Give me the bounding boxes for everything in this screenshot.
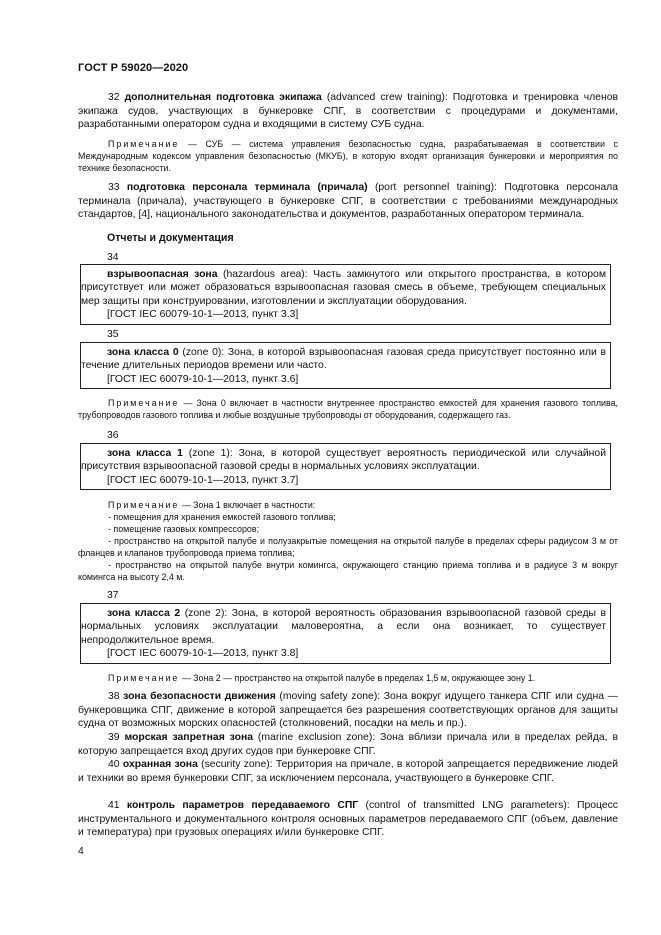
note-text: — СУБ — система управления безопасностью судна, разрабатываемая в соответствии с Международным кодексом управления безопасностью (МКУБ), в которую входят организация бункеровки и мероприятия по технике безопасности. [78,139,618,173]
term-definition: (port personnel training): Подготовка персонала терминала (причала), участвующего в бункеровке СПГ, в соответствии с требованиями международных стандартов, [4], национального законодательства и документов, разработанных оператором терминала. [78,182,619,221]
term-39 [78,731,618,758]
document-header: ГОСТ Р 59020—2020 [78,62,189,74]
note-text: — Зона 2 — пространство на открытой палубе в пределах 1,5 м, окружающее зону 1. [179,673,536,683]
term-35 [81,346,610,373]
term-reference: [ГОСТ IEC 60079-10-1—2013, пункт 3.8] [107,648,299,660]
term-40 [78,758,618,785]
note-37 [78,672,618,684]
term-name: контроль параметров передаваемого СПГ [126,800,359,811]
term-definition: (moving safety zone): Зона вокруг идущего танкера СПГ или судна — бункеровщика СПГ, движение в которой запрещается без разрешения соответствующих органов для защиты судна от возможных морских опасностей (столкновений, посадки на мель и пр.). [78,691,618,730]
term-34 [81,268,610,308]
term-name: зона класса 1 [107,448,183,459]
section-title: Отчеты и документация [107,232,234,244]
term-number-34: 34 [107,252,119,263]
term-32 [78,91,618,132]
term-33 [78,181,618,222]
note-label: Примечание [108,673,180,683]
term-37 [81,607,610,647]
term-number: 39 [108,732,120,743]
note-text: — Зона 1 включает в частности: [179,500,316,510]
term-name: зона класса 2 [107,608,181,619]
note-label: Примечание [108,500,180,510]
term-41 [78,799,618,840]
term-number: 32 [108,92,120,103]
term-definition: (marine exclusion zone): Зона вблизи причала или в пределах рейда, в которую запрещается вход других судов при бункеровке СПГ. [78,732,618,757]
note-head [78,499,618,511]
term-definition: (zone 1): Зона, в которой существует вероятность периодической или случайной присутствия взрывоопасной газовой среды в нормальных условиях эксплуатации. [81,448,606,473]
note-label: Примечание [108,139,180,149]
term-definition: (security zone): Территория на причале, в которой запрещается передвижение людей и техники во время бункеровки СПГ, за исключением персонала, участвующего в бункеровке СПГ. [78,759,618,784]
term-definition: (zone 0): Зона, в которой взрывоопасная газовая среда присутствует постоянно или в течение длительных периодов времени или часто. [81,347,607,372]
term-definition: (control of transmitted LNG parameters): Процесс инструментального и документального контроля основных параметров передаваемого СПГ (объем, давление и температура) при грузовых операциях и/или бункеровке СПГ. [78,800,619,839]
term-box-35 [80,342,611,389]
page-number: 4 [78,846,84,857]
term-name: взрывоопасная зона [107,269,218,280]
term-reference: [ГОСТ IEC 60079-10-1—2013, пункт 3.7] [107,474,299,486]
term-box-36 [80,443,611,490]
term-number: 40 [108,759,120,770]
term-definition: (advanced crew training): Подготовка и тренировка членов экипажа судов, участвующих в бункеровке СПГ, в соответствии с процедурами и документами, разработанными оператором судна и входящими в систему СУБ судна. [78,92,619,131]
term-number-37: 37 [107,590,119,601]
term-name: дополнительная подготовка экипажа [124,92,322,103]
term-name: подготовка персонала терминала (причала) [126,182,368,193]
term-name: охранная зона [122,759,198,770]
term-number-35: 35 [107,329,119,340]
term-number: 33 [108,182,120,193]
term-name: зона безопасности движения [123,691,276,702]
note-36 [78,499,618,583]
term-name: зона класса 0 [107,347,179,358]
term-definition: (hazardous area): Часть замкнутого или открытого пространства, в котором присутствует или может образоваться взрывоопасная газовая смесь в объеме, требующем специальных мер защиты при конструировании, изготовлении и эксплуатации оборудования. [81,269,606,307]
term-number: 38 [108,691,120,702]
note-32 [78,138,618,174]
term-number-36: 36 [107,430,119,441]
term-number: 41 [108,800,120,811]
term-reference: [ГОСТ IEC 60079-10-1—2013, пункт 3.6] [107,373,299,385]
term-name: морская запретная зона [124,732,253,743]
term-38 [78,690,618,731]
note-label: Примечание [108,398,180,408]
note-list-item: - пространство на открытой палубе и полузакрытые помещения на открытой палубе в пределах сферы радиусом 3 м от фланцев и клапанов трубопровода приема топлива; [78,536,618,558]
term-box-37 [80,603,611,664]
note-list-item: - помещение газовых компрессоров; [108,524,260,534]
note-list-item: - пространство на открытой палубе внутри комингса, окружающего станцию приема топлива и в радиусе 3 м вокруг комингса на высоту 2,4 м. [78,560,618,582]
term-36 [81,447,610,474]
term-box-34 [80,264,611,325]
note-text: — Зона 0 включает в частности внутреннее пространство емкостей для хранения газового топлива, трубопроводов газового топлива и любые воздушные трубопроводы от оборудования, содержащего газ. [78,398,618,420]
term-reference: [ГОСТ IEC 60079-10-1—2013, пункт 3.3] [107,309,299,321]
term-definition: (zone 2): Зона, в которой вероятность образования взрывоопасной газовой среды в нормальных условиях эксплуатации маловероятна, а если она возникает, то существует непродолжительное время. [81,608,606,646]
note-35 [78,397,618,421]
note-list-item: - помещения для хранения емкостей газового топлива; [108,512,336,522]
